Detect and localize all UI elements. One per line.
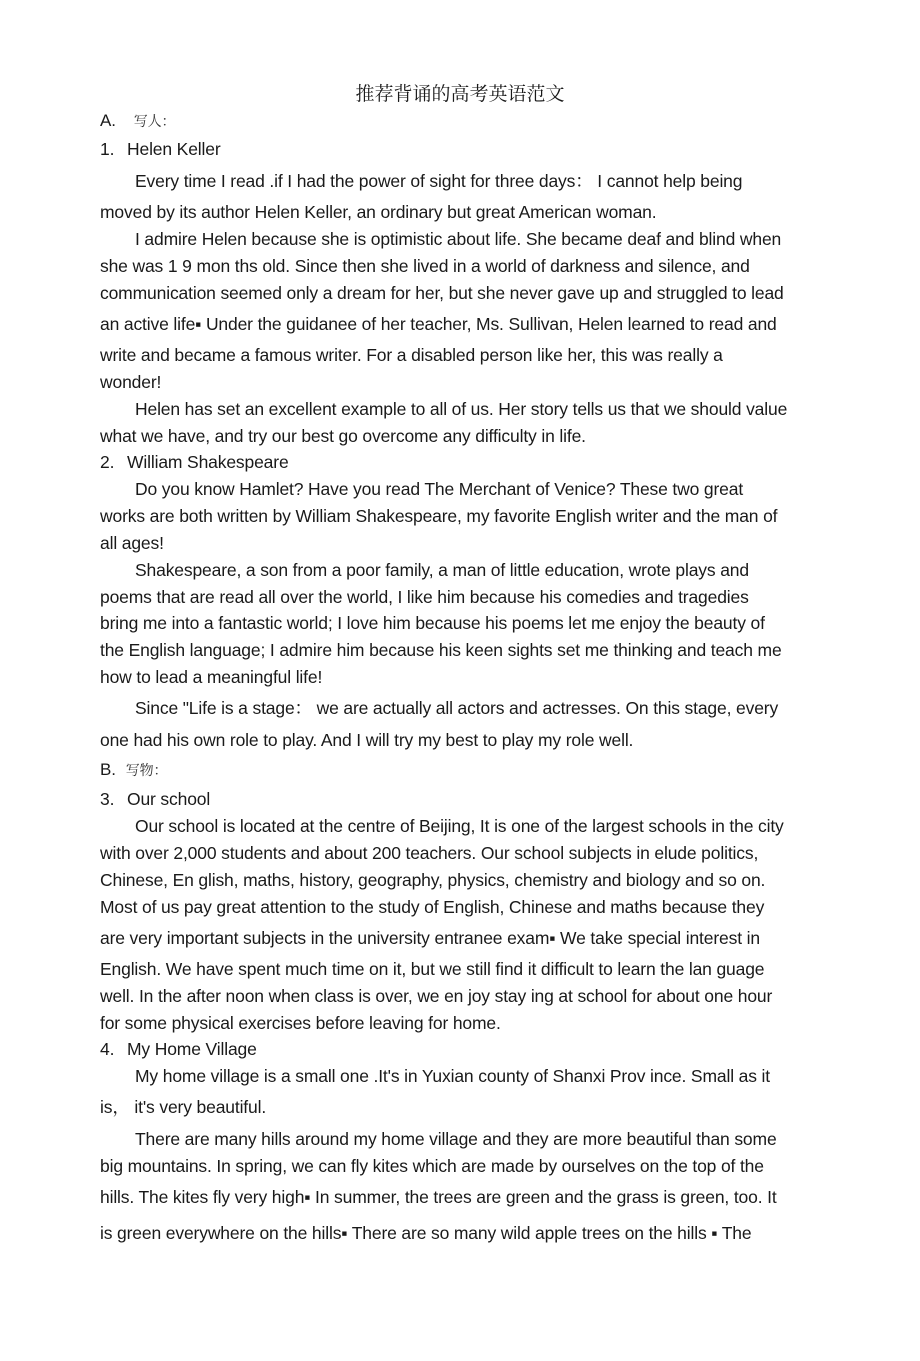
essay-title: Our school	[127, 789, 211, 809]
essay-heading-our-school	[100, 789, 830, 809]
section-a-heading	[100, 111, 830, 132]
paragraph-line: Shakespeare, a son from a poor family, a man of little education, wrote plays and	[135, 560, 749, 580]
section-label: A.	[100, 111, 116, 130]
essay-heading-my-home-village	[100, 1039, 830, 1059]
essay-title: William Shakespeare	[127, 452, 289, 472]
paragraph-line: is， it's very beautiful.	[100, 1097, 267, 1117]
section-label: B.	[100, 760, 116, 779]
paragraph-line: wonder!	[100, 372, 162, 392]
paragraph-line: Our school is located at the centre of Beijing, It is one of the largest schools in the city	[135, 816, 784, 836]
paragraph-line: with over 2,000 students and about 200 teachers. Our school subjects in elude politics,	[100, 843, 759, 863]
paragraph-line: are very important subjects in the university entranee exam▪ We take special interest in	[100, 928, 760, 948]
paragraph-line: she was 1 9 mon ths old. Since then she lived in a world of darkness and silence, and	[100, 256, 750, 276]
paragraph-line: bring me into a fantastic world; I love him because his poems let me enjoy the beauty of	[100, 613, 765, 633]
paragraph-line: My home village is a small one .It's in Yuxian county of Shanxi Prov ince. Small as it	[135, 1066, 771, 1086]
paragraph-line: Since "Life is a stage： we are actually all actors and actresses. On this stage, every	[135, 698, 779, 718]
paragraph-line: all ages!	[100, 533, 164, 553]
paragraph-line: hills. The kites fly very high▪ In summer, the trees are green and the grass is green, too. It	[100, 1187, 777, 1207]
paragraph-line: is green everywhere on the hills▪ There are so many wild apple trees on the hills ▪ The	[100, 1223, 752, 1243]
paragraph-line: Every time I read .if I had the power of sight for three days： I cannot help being	[135, 171, 743, 191]
paragraph-line: works are both written by William Shakespeare, my favorite English writer and the man of	[100, 506, 778, 526]
paragraph-line: English. We have spent much time on it, but we still find it difficult to learn the lan guage	[100, 959, 765, 979]
paragraph-line: communication seemed only a dream for her, but she never gave up and struggled to lead	[100, 283, 784, 303]
paragraph-line: for some physical exercises before leaving for home.	[100, 1013, 501, 1033]
paragraph-line: Chinese, En glish, maths, history, geography, physics, chemistry and biology and so on.	[100, 870, 766, 890]
paragraph-line: Helen has set an excellent example to all of us. Her story tells us that we should value	[135, 399, 788, 419]
paragraph-line: I admire Helen because she is optimistic about life. She became deaf and blind when	[135, 229, 782, 249]
paragraph-line: Most of us pay great attention to the study of English, Chinese and maths because they	[100, 897, 765, 917]
paragraph-line: moved by its author Helen Keller, an ordinary but great American woman.	[100, 202, 657, 222]
section-title: 写物：	[125, 763, 168, 779]
paragraph-line: poems that are read all over the world, I like him because his comedies and tragedies	[100, 587, 749, 607]
section-b-heading	[100, 760, 830, 781]
section-title: 写人：	[133, 114, 176, 130]
essay-title: My Home Village	[127, 1039, 257, 1059]
essay-number: 4.	[100, 1039, 115, 1059]
paragraph-line: how to lead a meaningful life!	[100, 667, 323, 687]
paragraph-line: well. In the after noon when class is over, we en joy stay ing at school for about one hour	[100, 986, 773, 1006]
paragraph-line: what we have, and try our best go overcome any difficulty in life.	[100, 426, 586, 446]
paragraph-line: an active life▪ Under the guidanee of her teacher, Ms. Sullivan, Helen learned to read and	[100, 314, 777, 334]
essay-title: Helen Keller	[127, 139, 221, 159]
essay-number: 2.	[100, 452, 115, 472]
paragraph-line: one had his own role to play. And I will try my best to play my role well.	[100, 730, 634, 750]
paragraph-line: There are many hills around my home village and they are more beautiful than some	[135, 1129, 777, 1149]
paragraph-line: big mountains. In spring, we can fly kites which are made by ourselves on the top of the	[100, 1156, 764, 1176]
essay-number: 3.	[100, 789, 115, 809]
essay-heading-helen-keller	[100, 139, 830, 159]
document-title: 推荐背诵的高考英语范文	[355, 83, 565, 105]
essay-heading-william-shakespeare	[100, 452, 830, 472]
paragraph-line: write and became a famous writer. For a disabled person like her, this was really a	[100, 345, 723, 365]
paragraph-line: Do you know Hamlet? Have you read The Merchant of Venice? These two great	[135, 479, 744, 499]
paragraph-line: the English language; I admire him because his keen sights set me thinking and teach me	[100, 640, 782, 660]
essay-number: 1.	[100, 139, 115, 159]
